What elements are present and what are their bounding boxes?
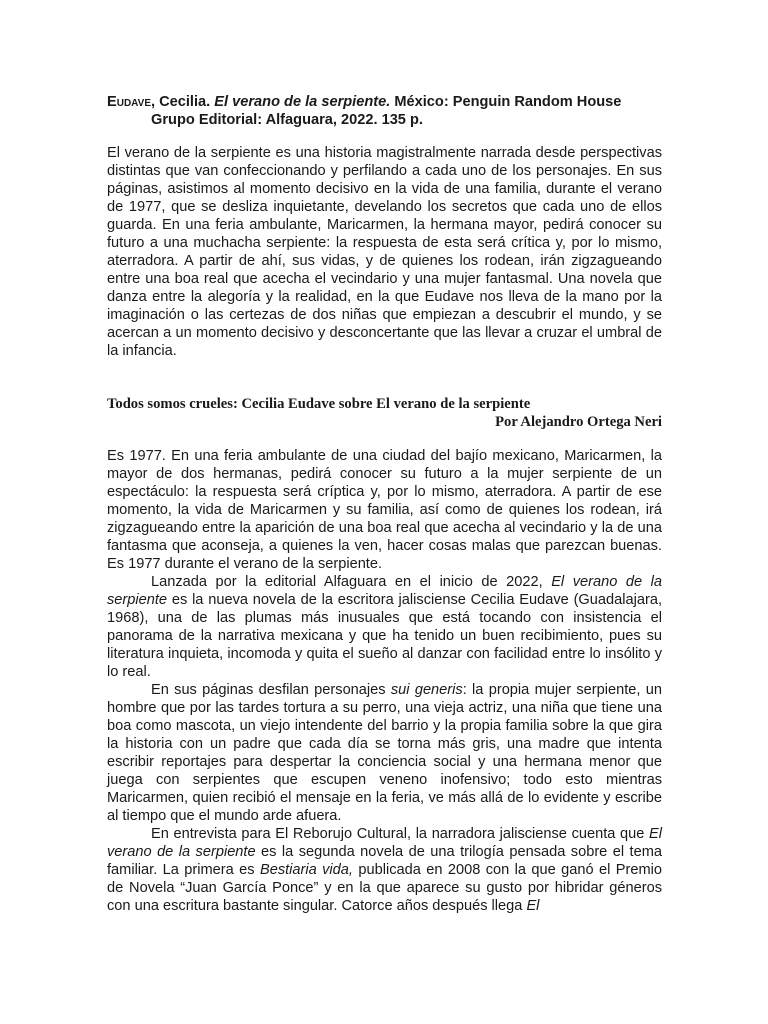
article-byline: Por Alejandro Ortega Neri <box>495 414 662 430</box>
paragraph-text: En entrevista para El Reborujo Cultural, la narradora jalisciense cuenta que <box>151 826 650 842</box>
article-body <box>107 447 662 915</box>
paragraph-text: es la segunda novela de una trilogía pensada sobre el tema familiar. La primera es <box>107 844 663 878</box>
article-paragraph-3 <box>107 681 662 825</box>
author-last-name: Eudave <box>107 94 151 110</box>
book-synopsis: El verano de la serpiente es una historia magistralmente narrada desde perspectivas distintas que van confeccionando y perfilando a cada uno de los personajes. En sus páginas, asistimos al momento decisivo en la vida de una familia, durante el verano de 1977, que se desliza inquietante, develando los secretos que cada uno de ellos guarda. En una feria ambulante, Maricarmen, la hermana mayor, pedirá conocer su futuro a una muchacha serpiente: la respuesta de esta será crítica y, por lo mismo, aterradora. A partir de ahí, sus vidas, y de quienes los rodean, irán zigzagueando entre una boa real que acecha el vecindario y una mujer fantasmal. Una novela que danza entre la alegoría y la realidad, en la que Eudave nos lleva de la mano por la imaginación o las certezas de dos niñas que empiezan a descubrir el mundo, y se acercan a un momento decisivo y desconcertante que las llevar a cruzar el umbral de la infancia. <box>107 145 662 359</box>
article-title: Todos somos crueles: Cecilia Eudave sobre El verano de la serpiente <box>107 396 531 412</box>
author-first-name: , Cecilia. <box>151 94 215 110</box>
book-title-inline: El <box>526 898 540 914</box>
article-paragraph-2 <box>107 573 662 681</box>
book-title-inline: El verano de la serpiente <box>107 826 662 860</box>
paragraph-text: es la nueva novela de la escritora jalisciense Cecilia Eudave (Guadalajara, 1968), una de las plumas más inusuales que está tocando con insistencia el panorama de la narrativa mexicana y que ha tenido un buen recibimiento, pues su literatura inquieta, incomoda y quita el sueño al danzar con facilidad entre lo insólito y lo real. <box>107 592 662 680</box>
publisher-line-1: México: Penguin Random House <box>390 94 622 110</box>
publisher-line-2: Grupo Editorial: Alfaguara, 2022. 135 p. <box>151 112 423 128</box>
paragraph-text: En sus páginas desfilan personajes <box>151 682 391 698</box>
article-paragraph-4 <box>107 825 662 915</box>
paragraph-text: publicada en 2008 con la que ganó el Premio de Novela “Juan García Ponce” y en la que aparece su gusto por hibridar géneros con una escritura bastante singular. Catorce años después llega <box>107 862 662 914</box>
article-paragraph-1: Es 1977. En una feria ambulante de una ciudad del bajío mexicano, Maricarmen, la mayor de dos hermanas, pedirá conocer su futuro a la mujer serpiente de un espectáculo: la respuesta será críptica y, por lo mismo, aterradora. A partir de ese momento, la vida de Maricarmen y su familia, así como de quienes los rodean, irá zigzagueando entre la aparición de una boa real que acecha al vecindario y la de una fantasma que aconseja, a quienes la ven, hacer cosas malas que parezcan buenas. Es 1977 durante el verano de la serpiente. <box>107 448 662 572</box>
latin-phrase: sui generis <box>390 682 463 698</box>
bibliographic-reference <box>107 93 662 129</box>
paragraph-text: : la propia mujer serpiente, un hombre que por las tardes tortura a su perro, una vieja actriz, una niña que tiene una boa como mascota, un viejo intendente del barrio y la propia familia sobre la que gira la historia con un padre que cada día se torna más gris, una madre que intenta escribir reportajes para despertar la conciencia social y una hermana menor que juega con serpientes que escupen veneno inofensivo; todo esto mientras Maricarmen, quien recibió el mensaje en la feria, ve más allá de lo evidente y escribe al tiempo que el mundo arde afuera. <box>107 682 662 824</box>
book-title: El verano de la serpiente. <box>214 94 391 110</box>
paragraph-text: Lanzada por la editorial Alfaguara en el inicio de 2022, <box>151 574 552 590</box>
book-title-inline: El verano de la serpiente <box>107 574 662 608</box>
book-title-inline: Bestiaria vida, <box>259 862 353 878</box>
